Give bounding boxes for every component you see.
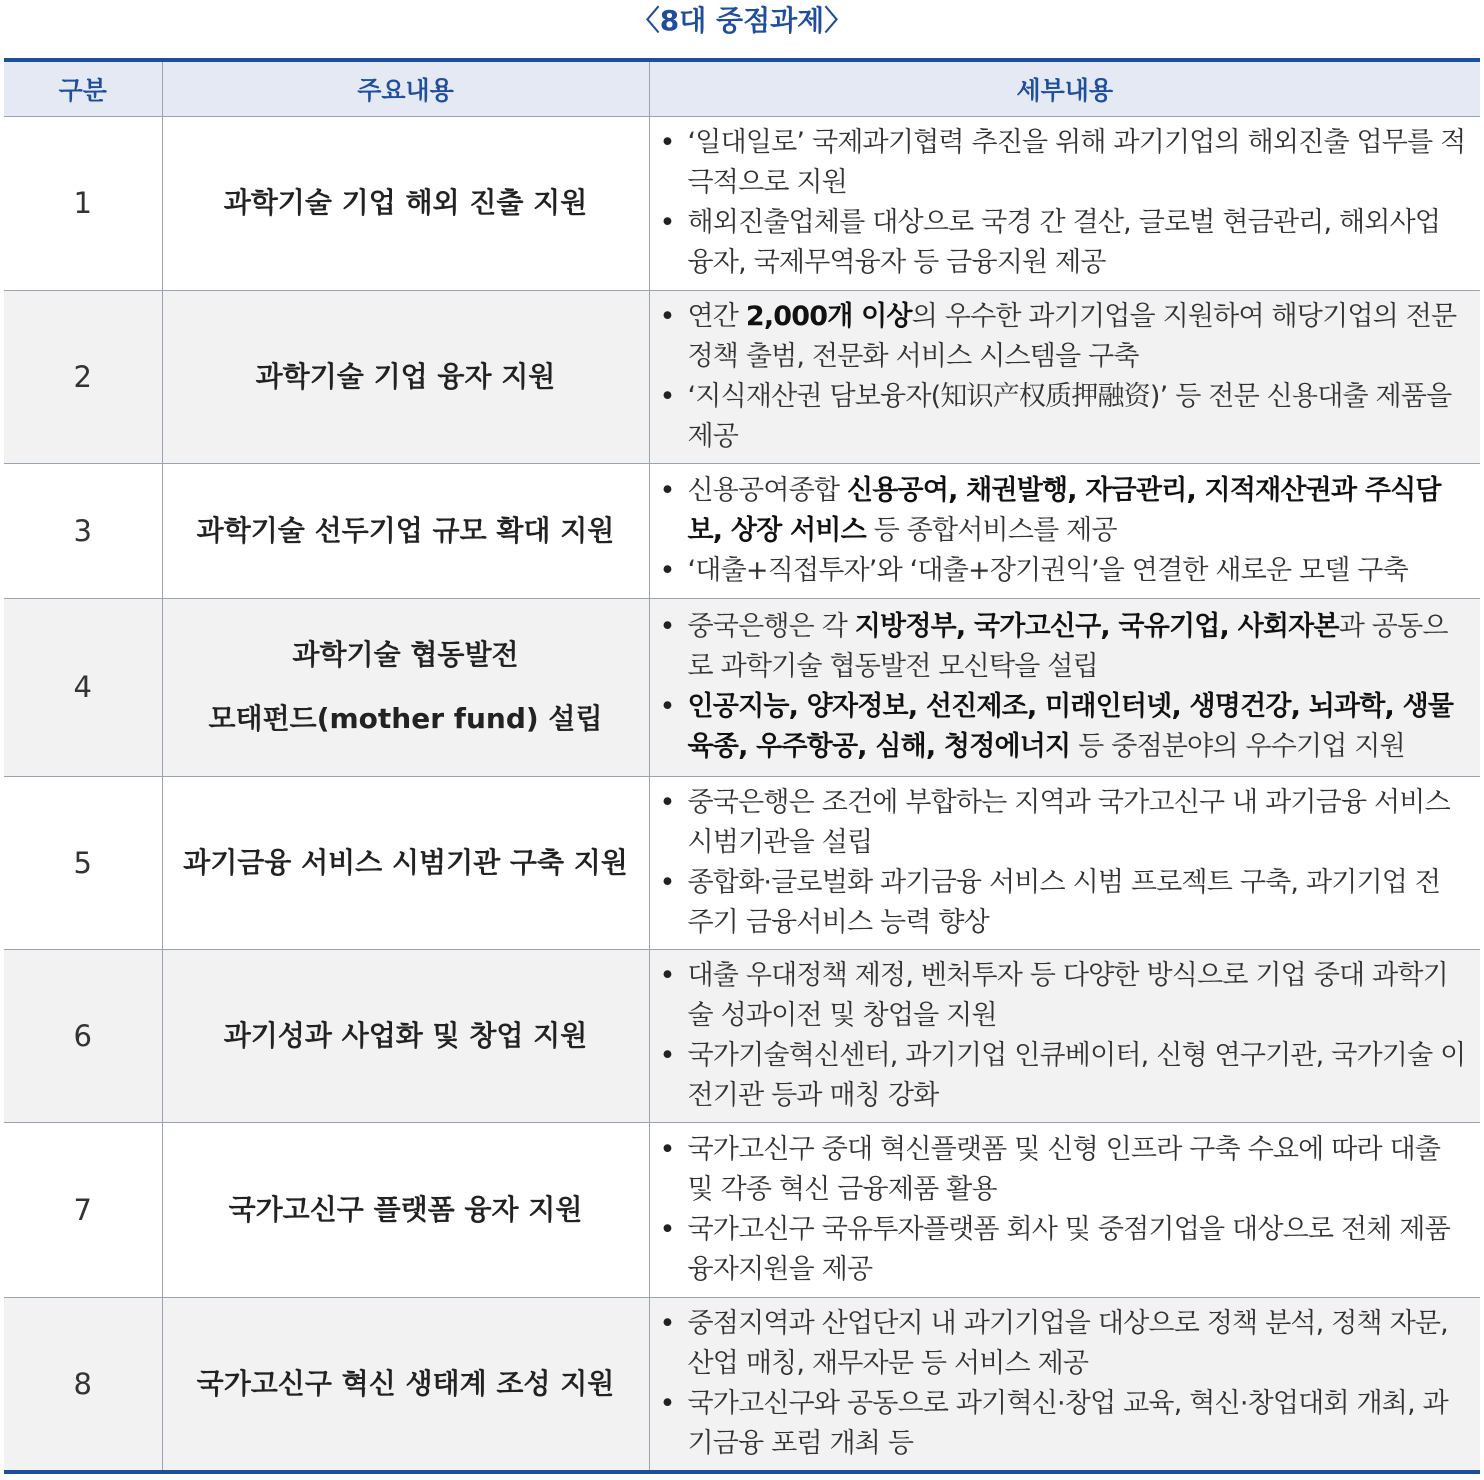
detail-emphasis-text: 신용공여, 채권발행, 자금관리, 지적재산권과 주식담보, 상장 서비스 xyxy=(687,474,1441,546)
detail-bullet-item xyxy=(688,1384,1473,1464)
table-row xyxy=(4,116,1480,290)
table-row xyxy=(4,1122,1480,1297)
detail-text: 대출 우대정책 제정, 벤처투자 등 다양한 방식으로 기업 중대 과학기술 성과이전 및 창업을 지원 xyxy=(687,959,1448,1031)
detail-emphasis-text: 2,000개 이상 xyxy=(745,300,912,332)
details-cell xyxy=(649,598,1480,776)
details-cell xyxy=(649,116,1480,290)
row-number: 2 xyxy=(4,290,162,463)
table-row xyxy=(4,598,1480,776)
details-list xyxy=(650,601,1481,773)
details-cell xyxy=(649,290,1480,463)
detail-text: 중점지역과 산업단지 내 과기기업을 대상으로 정책 분석, 정책 자문, 산업 매칭, 재무자문 등 서비스 제공 xyxy=(687,1307,1448,1379)
document-title: 〈8대 중점과제〉 xyxy=(631,4,853,37)
table-row xyxy=(4,1297,1480,1472)
detail-bullet-item xyxy=(688,471,1473,551)
main-content-text: 과학기술 협동발전 xyxy=(292,638,519,671)
header-category: 구분 xyxy=(4,60,162,116)
row-number: 5 xyxy=(4,776,162,949)
detail-bullet-item xyxy=(688,1304,1473,1384)
row-number: 1 xyxy=(4,116,162,290)
main-content-text: 모태펀드(mother fund) 설립 xyxy=(208,702,603,735)
main-content-cell xyxy=(162,463,649,598)
table-header xyxy=(4,60,1480,116)
details-list xyxy=(650,777,1481,949)
row-number: 6 xyxy=(4,949,162,1122)
detail-text: 등 종합서비스를 제공 xyxy=(865,514,1117,546)
main-content-cell xyxy=(162,290,649,463)
detail-bullet-item xyxy=(688,203,1473,283)
header-details: 세부내용 xyxy=(649,60,1480,116)
main-content-text: 과기성과 사업화 및 창업 지원 xyxy=(223,1018,588,1052)
details-list xyxy=(650,465,1481,597)
details-list xyxy=(650,1298,1481,1470)
header-row xyxy=(4,60,1480,116)
details-cell xyxy=(649,463,1480,598)
detail-text: 중국은행은 조건에 부합하는 지역과 국가고신구 내 과기금융 서비스 시범기관을 설립 xyxy=(687,786,1450,858)
main-content-cell xyxy=(162,776,649,949)
detail-bullet-item xyxy=(688,377,1473,457)
tasks-table xyxy=(4,58,1480,1474)
detail-bullet-item xyxy=(688,297,1473,377)
details-list xyxy=(650,291,1481,463)
detail-bullet-item xyxy=(688,1210,1473,1290)
detail-text: 종합화·글로벌화 과기금융 서비스 시범 프로젝트 구축, 과기기업 전 주기 금융서비스 능력 향상 xyxy=(687,866,1441,938)
detail-bullet-item xyxy=(688,1130,1473,1210)
detail-text: 해외진출업체를 대상으로 국경 간 결산, 글로벌 현금관리, 해외사업 융자, 국제무역융자 등 금융지원 제공 xyxy=(687,207,1441,278)
detail-bullet-item xyxy=(688,956,1473,1036)
row-number: 8 xyxy=(4,1297,162,1472)
detail-text: 국가고신구와 공동으로 과기혁신·창업 교육, 혁신·창업대회 개최, 과기금융 포럼 개최 등 xyxy=(687,1387,1448,1459)
detail-text: 국가고신구 중대 혁신플랫폼 및 신형 인프라 구축 수요에 따라 대출 및 각종 혁신 금융제품 활용 xyxy=(687,1133,1441,1205)
table-row xyxy=(4,949,1480,1122)
details-cell xyxy=(649,1297,1480,1472)
detail-bullet-item xyxy=(688,1036,1473,1116)
main-content-text: 과학기술 기업 해외 진출 지원 xyxy=(223,186,588,219)
main-content-text: 과학기술 선두기업 규모 확대 지원 xyxy=(196,513,615,547)
detail-text: 국가기술혁신센터, 과기기업 인큐베이터, 신형 연구기관, 국가기술 이전기관 등과 매칭 강화 xyxy=(687,1039,1466,1111)
table-row xyxy=(4,290,1480,463)
table-row xyxy=(4,463,1480,598)
details-list xyxy=(650,1124,1481,1296)
detail-bullet-item xyxy=(688,863,1473,943)
detail-text: 신용공여종합 xyxy=(687,474,847,506)
detail-bullet-item xyxy=(688,551,1473,591)
details-list xyxy=(650,117,1481,289)
main-content-text: 과학기술 기업 융자 지원 xyxy=(255,359,556,393)
row-number: 3 xyxy=(4,463,162,598)
main-content-cell xyxy=(162,949,649,1122)
detail-text: 과 공동으로 과학기술 협동발전 모신탁을 설립 xyxy=(687,611,1448,682)
detail-emphasis-text: 지방정부, 국가고신구, 국유기업, 사회자본 xyxy=(854,611,1339,642)
detail-text: 등 중점분야의 우수기업 지원 xyxy=(1070,731,1405,762)
details-list xyxy=(650,950,1481,1122)
detail-text: ‘일대일로’ 국제과기협력 추진을 위해 과기기업의 해외진출 업무를 적극적으로 지원 xyxy=(687,127,1466,198)
table-row xyxy=(4,776,1480,949)
main-content-text: 과기금융 서비스 시범기관 구축 지원 xyxy=(183,845,628,879)
detail-text: 중국은행은 각 xyxy=(687,611,855,642)
detail-text: ‘지식재산권 담보융자(知识产权质押融资)’ 등 전문 신용대출 제품을 제공 xyxy=(687,380,1452,452)
header-main-content: 주요내용 xyxy=(162,60,649,116)
detail-bullet-item xyxy=(688,607,1473,687)
main-content-text: 국가고신구 플랫폼 융자 지원 xyxy=(228,1192,583,1226)
row-number: 7 xyxy=(4,1122,162,1297)
main-content-text: 국가고신구 혁신 생태계 조성 지원 xyxy=(196,1366,615,1400)
detail-emphasis-text: 인공지능, 양자정보, 선진제조, 미래인터넷, 생명건강, 뇌과학, 생물육종, 우주항공, 심해, 청정에너지 xyxy=(687,691,1454,762)
detail-text: 연간 xyxy=(687,300,746,332)
main-content-cell xyxy=(162,1297,649,1472)
main-content-cell xyxy=(162,598,649,776)
main-content-cell xyxy=(162,116,649,290)
detail-text: ‘대출+직접투자’와 ‘대출+장기권익’을 연결한 새로운 모델 구축 xyxy=(687,554,1408,586)
table-body xyxy=(4,116,1480,1472)
details-cell xyxy=(649,776,1480,949)
detail-text: 의 우수한 과기기업을 지원하여 해당기업의 전문 정책 출범, 전문화 서비스 시스템을 구축 xyxy=(687,300,1457,372)
row-number: 4 xyxy=(4,598,162,776)
details-cell xyxy=(649,949,1480,1122)
main-content-cell xyxy=(162,1122,649,1297)
detail-text: 국가고신구 국유투자플랫폼 회사 및 중점기업을 대상으로 전체 제품 융자지원을 제공 xyxy=(687,1213,1450,1285)
detail-bullet-item xyxy=(688,123,1473,203)
details-cell xyxy=(649,1122,1480,1297)
detail-bullet-item xyxy=(688,783,1473,863)
detail-bullet-item xyxy=(688,687,1473,767)
